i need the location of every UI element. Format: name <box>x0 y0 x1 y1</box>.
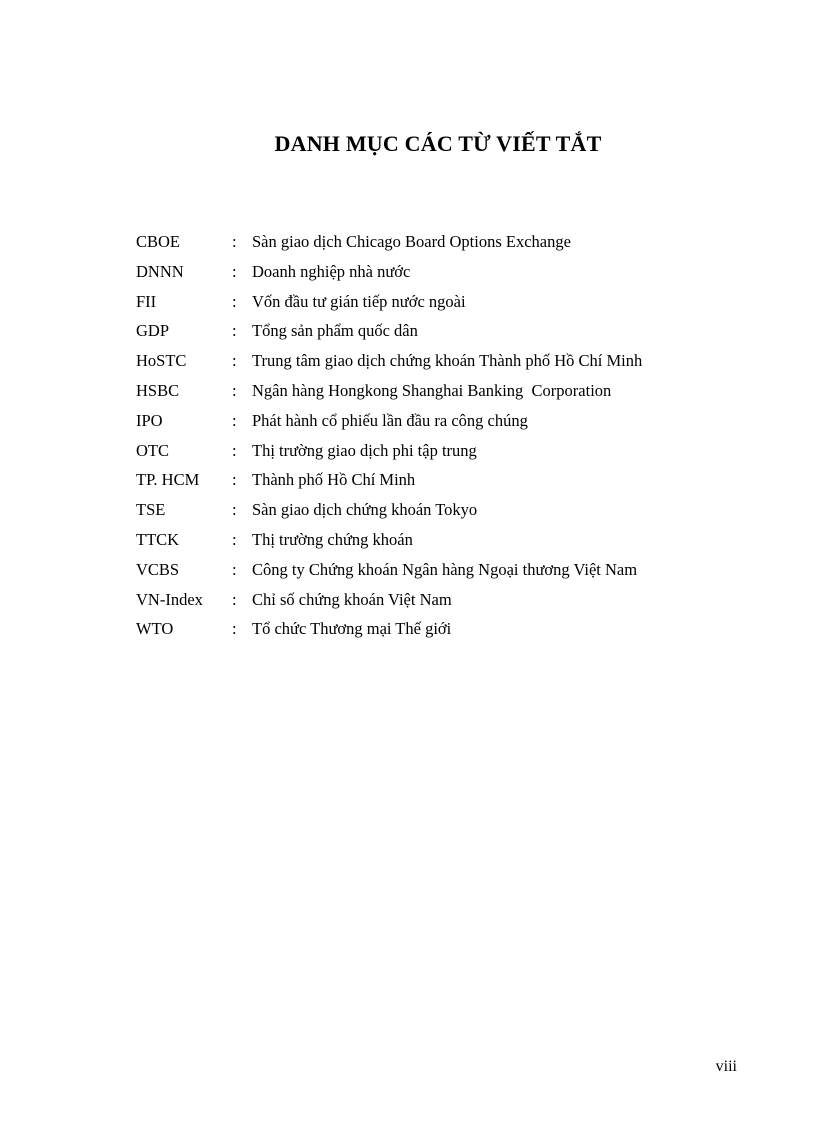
abbreviation-row <box>136 559 736 589</box>
abbreviation-row <box>136 499 736 529</box>
abbreviation-separator: : <box>232 529 237 549</box>
abbreviation-definition: Ngân hàng Hongkong Shanghai Banking Corporation <box>252 380 612 400</box>
abbreviation-definition: Sàn giao dịch chứng khoán Tokyo <box>252 500 478 520</box>
abbreviation-separator: : <box>232 470 237 490</box>
abbreviation-row <box>136 410 736 440</box>
abbreviation-definition: Vốn đầu tư gián tiếp nước ngoài <box>252 291 466 311</box>
abbreviation-definition: Tổ chức Thương mại Thế giới <box>252 619 452 639</box>
abbreviation-row <box>136 529 736 559</box>
abbreviation-term: GDP <box>136 321 170 341</box>
abbreviation-term: CBOE <box>136 232 181 251</box>
abbreviation-row <box>136 320 736 350</box>
abbreviation-row <box>136 589 736 619</box>
abbreviation-term: VCBS <box>136 559 180 579</box>
abbreviation-definition: Tổng sản phẩm quốc dân <box>252 321 418 341</box>
abbreviation-row <box>136 469 736 499</box>
abbreviation-row <box>136 261 736 291</box>
abbreviation-definition: Doanh nghiệp nhà nước <box>252 261 411 281</box>
abbreviation-separator: : <box>232 351 237 371</box>
abbreviation-term: TP. HCM <box>136 470 200 490</box>
abbreviation-definition: Thành phố Hồ Chí Minh <box>252 470 416 490</box>
abbreviation-row <box>136 231 736 261</box>
abbreviation-row <box>136 440 736 470</box>
abbreviation-row <box>136 380 736 410</box>
abbreviation-term: IPO <box>136 410 163 430</box>
abbreviation-separator: : <box>232 291 237 311</box>
page-title: DANH MỤC CÁC TỪ VIẾT TẮT <box>274 131 602 156</box>
abbreviation-definition: Công ty Chứng khoán Ngân hàng Ngoại thương Việt Nam <box>252 559 638 579</box>
abbreviation-term: HSBC <box>136 380 180 400</box>
abbreviation-term: TTCK <box>136 529 180 549</box>
abbreviation-separator: : <box>232 500 237 520</box>
abbreviation-separator: : <box>232 619 237 639</box>
abbreviation-term: FII <box>136 291 157 311</box>
abbreviation-definition: Phát hành cổ phiếu lần đầu ra công chúng <box>252 410 528 430</box>
abbreviation-term: TSE <box>136 500 166 520</box>
abbreviation-definition: Thị trường giao dịch phi tập trung <box>252 440 477 460</box>
abbreviation-term: DNNN <box>136 261 184 281</box>
abbreviation-term: WTO <box>136 619 174 639</box>
abbreviation-separator: : <box>232 410 237 430</box>
abbreviation-row <box>136 350 736 380</box>
abbreviation-separator: : <box>232 261 237 281</box>
abbreviation-list <box>136 231 736 648</box>
abbreviation-definition: Thị trường chứng khoán <box>252 529 413 549</box>
abbreviation-definition: Trung tâm giao dịch chứng khoán Thành phố Hồ Chí Minh <box>252 351 643 371</box>
page-number: viii <box>715 1058 737 1075</box>
abbreviation-term: HoSTC <box>136 351 187 371</box>
abbreviation-separator: : <box>232 440 237 460</box>
abbreviation-separator: : <box>232 559 237 579</box>
abbreviation-separator: : <box>232 589 237 609</box>
abbreviation-definition: Sàn giao dịch Chicago Board Options Exchange <box>252 232 571 251</box>
abbreviation-term: VN-Index <box>136 589 203 609</box>
abbreviation-separator: : <box>232 232 237 251</box>
abbreviation-definition: Chỉ số chứng khoán Việt Nam <box>252 589 452 609</box>
abbreviation-row <box>136 291 736 321</box>
abbreviation-term: OTC <box>136 440 169 460</box>
abbreviation-row <box>136 618 736 648</box>
abbreviation-separator: : <box>232 380 237 400</box>
abbreviation-separator: : <box>232 321 237 341</box>
